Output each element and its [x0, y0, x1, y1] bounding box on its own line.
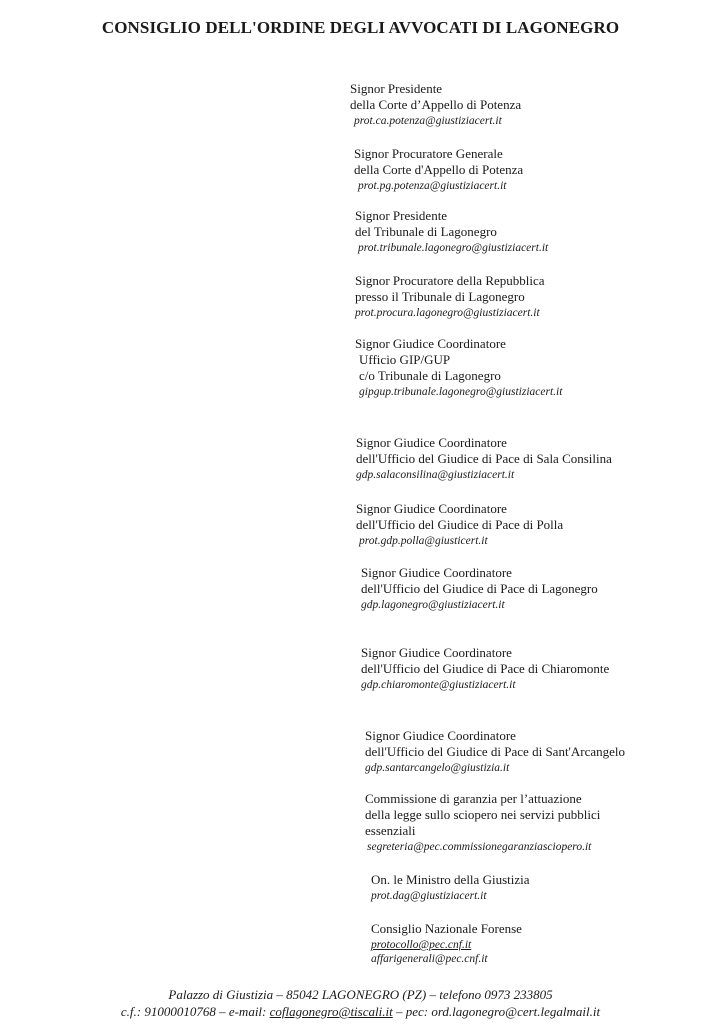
recipient-line: Signor Giudice Coordinatore: [361, 645, 512, 660]
recipient-line: del Tribunale di Lagonegro: [355, 224, 497, 239]
recipient-email: gdp.lagonegro@giustiziacert.it: [361, 599, 505, 611]
recipient-email: prot.pg.potenza@giustiziacert.it: [358, 180, 507, 192]
recipient-block: [354, 146, 523, 194]
recipient-block: [350, 81, 521, 129]
recipient-email: gdp.salaconsilina@giustiziacert.it: [356, 469, 515, 481]
recipient-email: affarigenerali@pec.cnf.it: [371, 953, 488, 965]
recipient-line: Signor Procuratore Generale: [354, 146, 503, 161]
recipient-line: Signor Giudice Coordinatore: [365, 728, 516, 743]
footer-cf-prefix: c.f.: 91000010768 – e-mail:: [120, 1004, 270, 1019]
recipient-line: Signor Giudice Coordinatore: [356, 435, 507, 450]
recipient-line: presso il Tribunale di Lagonegro: [355, 289, 525, 304]
recipient-line: Ufficio GIP/GUP: [359, 352, 451, 367]
recipient-line: dell'Ufficio del Giudice di Pace di Chiaromonte: [361, 661, 610, 676]
recipient-line: della Corte d’Appello di Potenza: [350, 97, 522, 112]
recipient-line: On. le Ministro della Giustizia: [371, 872, 530, 887]
recipient-block: [371, 872, 530, 904]
recipient-email: prot.procura.lagonegro@giustiziacert.it: [355, 307, 540, 319]
recipient-block: [356, 501, 563, 549]
footer-pec-prefix: – pec:: [392, 1004, 432, 1019]
recipient-line: dell'Ufficio del Giudice di Pace di Sant'Arcangelo: [365, 744, 626, 759]
footer-pec: ord.lagonegro@cert.legalmail.it: [431, 1004, 601, 1019]
recipient-block: [355, 336, 562, 400]
recipient-email-link[interactable]: protocollo@pec.cnf.it: [371, 939, 472, 951]
recipient-line: dell'Ufficio del Giudice di Pace di Sala Consilina: [356, 451, 612, 466]
footer-email-link[interactable]: coflagonegro@tiscali.it: [269, 1004, 393, 1019]
recipient-block: [365, 728, 625, 776]
recipient-line: dell'Ufficio del Giudice di Pace di Lagonegro: [361, 581, 598, 596]
recipient-email: gdp.santarcangelo@giustizia.it: [365, 762, 510, 774]
recipient-line: Commissione di garanzia per l’attuazione: [365, 791, 582, 806]
recipient-line: Signor Procuratore della Repubblica: [355, 273, 545, 288]
recipient-line: Signor Giudice Coordinatore: [356, 501, 507, 516]
recipient-email: prot.dag@giustiziacert.it: [371, 890, 487, 902]
recipient-line: c/o Tribunale di Lagonegro: [359, 368, 501, 383]
recipient-line: dell'Ufficio del Giudice di Pace di Polla: [356, 517, 564, 532]
recipient-email: prot.gdp.polla@giusticert.it: [359, 535, 488, 547]
recipient-block: [371, 921, 522, 967]
recipient-email: segreteria@pec.commissionegaranziasciopero.it: [367, 841, 592, 853]
recipient-block: [355, 208, 548, 256]
footer-address: Palazzo di Giustizia – 85042 LAGONEGRO (PZ) – telefono 0973 233805: [168, 987, 553, 1002]
recipient-block: [361, 565, 598, 613]
recipient-line: Consiglio Nazionale Forense: [371, 921, 522, 936]
recipient-block: [356, 435, 612, 483]
recipient-email: gdp.chiaromonte@giustiziacert.it: [361, 679, 516, 691]
recipient-line: Signor Presidente: [350, 81, 443, 96]
recipient-block: [355, 273, 545, 321]
recipient-line: della Corte d'Appello di Potenza: [354, 162, 524, 177]
footer-contacts: [0, 1004, 721, 1020]
recipient-line: Signor Giudice Coordinatore: [355, 336, 506, 351]
recipient-email: prot.tribunale.lagonegro@giustiziacert.it: [358, 242, 549, 254]
document-title: CONSIGLIO DELL'ORDINE DEGLI AVVOCATI DI LAGONEGRO: [101, 18, 620, 37]
recipient-line: essenziali: [365, 823, 416, 838]
recipient-email: gipgup.tribunale.lagonegro@giustiziacert.it: [359, 386, 563, 398]
recipient-line: della legge sullo sciopero nei servizi pubblici: [365, 807, 601, 822]
recipient-email: prot.ca.potenza@giustiziacert.it: [354, 115, 502, 127]
recipient-block: [361, 645, 609, 693]
recipient-block: [365, 791, 600, 855]
recipient-line: Signor Giudice Coordinatore: [361, 565, 512, 580]
recipient-line: Signor Presidente: [355, 208, 448, 223]
